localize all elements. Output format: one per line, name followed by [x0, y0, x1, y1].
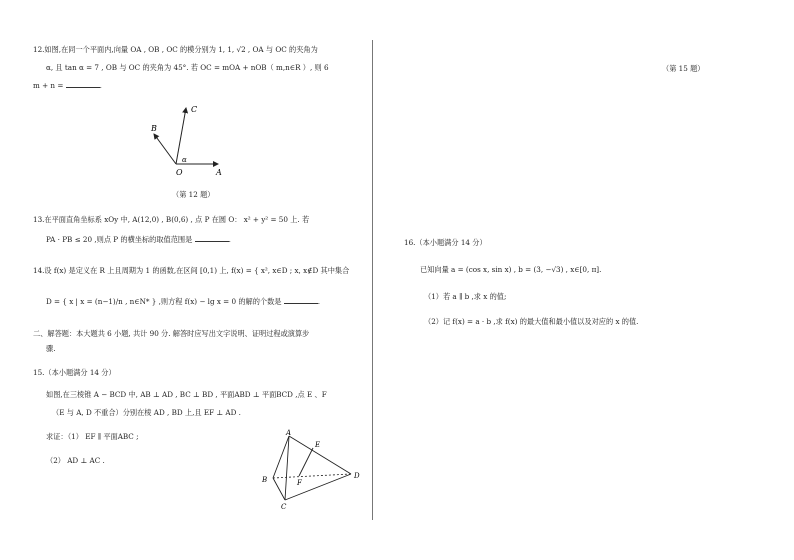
label-f: F	[297, 479, 302, 487]
section2-line1: 二、解答题：本大题共 6 小题, 共计 90 分. 解答时应写出文字说明、证明过程或演算步	[33, 329, 310, 338]
label-d: D	[354, 472, 360, 480]
q15-prove: 求证：（1） EF ∥ 平面ABC ;	[46, 432, 139, 441]
q12-line1: 12.如图,在同一个平面内,向量 OA , OB , OC 的模分别为 1, 1, √2 , OA 与 OC 的夹角为	[33, 45, 318, 54]
q15-text2: （E 与 A, D 不重合）分别在棱 AD , BD 上,且 EF ⊥ AD .	[52, 408, 241, 417]
edge-bc	[273, 478, 285, 500]
q15-header: 15.（本小题满分 14 分）	[33, 368, 116, 377]
edge-bd	[273, 474, 351, 478]
edge-cd	[285, 474, 351, 500]
q12-line3-text: m + n =	[33, 81, 64, 90]
q15-caption: （第 15 题）	[662, 64, 705, 73]
q15-part2: （2） AD ⊥ AC .	[46, 456, 105, 465]
label-c: C	[191, 105, 198, 114]
label-o: O	[176, 168, 183, 177]
q12-line3: m + n = .	[33, 81, 102, 90]
label-a: A	[286, 429, 292, 437]
q13-line1: 13.在平面直角坐标系 xOy 中, A(12,0) , B(0,6) , 点 P 在圆 O： x² + y² = 50 上. 若	[33, 215, 310, 224]
q16-part2: （2）记 f(x) = a · b ,求 f(x) 的最大值和最小值以及对应的 x 的值.	[424, 317, 639, 326]
q14-answer-blank	[284, 296, 318, 304]
label-alpha: α	[182, 156, 187, 164]
column-divider	[372, 40, 373, 520]
label-b: B	[151, 124, 157, 133]
q13-line2-text: PA · PB ≤ 20 ,则点 P 的横坐标的取值范围是	[46, 235, 193, 244]
q16-part1: （1）若 a ∥ b ,求 x 的值;	[424, 292, 507, 301]
q13-answer-blank	[195, 234, 229, 242]
q15-tetrahedron-diagram	[255, 428, 365, 510]
section2-line2: 骤.	[46, 344, 56, 353]
q16-given: 已知向量 a = (cos x, sin x) , b = (3, −√3) , x∈[0, π].	[420, 265, 602, 274]
q12-line2: α, 且 tan α = 7 , OB 与 OC 的夹角为 45°. 若 OC = mOA + nOB（ m,n∈R ）, 则 6	[46, 63, 329, 72]
q12-answer-blank	[66, 80, 100, 88]
q13-line2: PA · PB ≤ 20 ,则点 P 的横坐标的取值范围是 .	[46, 235, 231, 244]
q12-caption: （第 12 题）	[172, 190, 215, 199]
segment-ef	[299, 448, 313, 476]
vector-ob	[154, 134, 176, 164]
q14-line2: D = { x | x = (n−1)/n , n∈N* } ,则方程 f(x) − lg x = 0 的解的个数是 .	[46, 297, 321, 306]
label-b: B	[262, 476, 268, 484]
label-e: E	[315, 441, 321, 449]
q16-header: 16.（本小题满分 14 分）	[404, 238, 487, 247]
q14-line1: 14.设 f(x) 是定义在 R 上且周期为 1 的函数,在区间 [0,1) 上, f(x) = { x², x∈D ; x, x∉D 其中集合	[33, 266, 350, 275]
label-a: A	[216, 168, 222, 177]
label-c: C	[281, 503, 287, 510]
q15-text1: 如图,在三棱锥 A − BCD 中, AB ⊥ AD , BC ⊥ BD , 平面ABD ⊥ 平面BCD ,点 E 、F	[46, 390, 327, 399]
q12-vector-diagram	[140, 100, 240, 180]
q14-line2-text: D = { x | x = (n−1)/n , n∈N* } ,则方程 f(x) − lg x = 0 的解的个数是	[46, 297, 282, 306]
